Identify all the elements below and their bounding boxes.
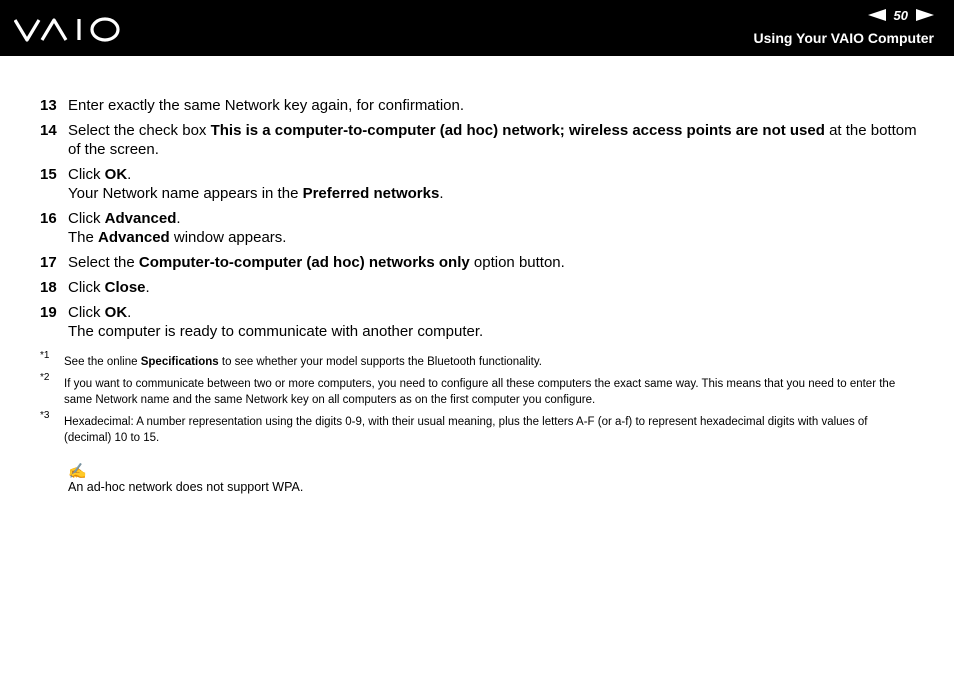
specifications-link[interactable]: Specifications	[140, 356, 219, 368]
close-button-label: Close	[104, 279, 146, 296]
option-button-label: Computer-to-computer (ad hoc) networks only	[138, 254, 470, 271]
section-title: Using Your VAIO Computer	[753, 30, 934, 46]
advanced-button-label: Advanced	[104, 210, 177, 227]
step-text: Select the check box	[68, 122, 211, 139]
step-text: Click	[68, 166, 105, 183]
step-result: window appears.	[169, 229, 287, 246]
left-arrow-icon[interactable]	[868, 9, 886, 21]
checkbox-label: This is a computer-to-computer (ad hoc) network; wireless access points are not used	[210, 122, 825, 139]
step-17	[40, 253, 920, 272]
page-number: 50	[893, 7, 908, 23]
step-14	[40, 121, 920, 159]
step-result: The computer is ready to communicate with another computer.	[68, 323, 484, 340]
vaio-logo	[14, 14, 122, 44]
step-number: 13	[40, 97, 57, 114]
steps-list	[40, 96, 920, 347]
footnotes	[40, 350, 916, 452]
page-header	[0, 0, 954, 56]
footnote-text: See the online	[64, 356, 141, 368]
step-15	[40, 165, 920, 203]
step-number: 18	[40, 279, 57, 296]
footnote-mark: *2	[40, 372, 50, 383]
step-number: 17	[40, 254, 57, 271]
step-text: option button.	[469, 254, 565, 271]
step-text: at the bottom of the screen.	[68, 122, 917, 158]
step-18	[40, 278, 920, 297]
step-text: Click	[68, 279, 105, 296]
step-result: Your Network name appears in the	[68, 185, 303, 202]
footnote-text: to see whether your model supports the Bluetooth functionality.	[218, 356, 542, 368]
step-result: The	[68, 229, 99, 246]
advanced-window-label: Advanced	[98, 229, 170, 246]
footnote-2	[40, 372, 916, 408]
footnote-text: If you want to communicate between two or more computers, you need to configure all these computers the exact same way. This means that you need to enter the same Network name and the same Network key on all computers as on the first computer you configure.	[64, 378, 896, 406]
ok-button-label: OK	[104, 304, 128, 321]
step-text: .	[127, 304, 132, 321]
step-number: 16	[40, 210, 57, 227]
step-number: 19	[40, 304, 57, 321]
note-block	[68, 464, 303, 495]
step-text: .	[127, 166, 132, 183]
step-text: Select the	[68, 254, 139, 271]
note-text: An ad-hoc network does not support WPA.	[68, 480, 304, 494]
step-text: Click	[68, 304, 105, 321]
footnote-text: Hexadecimal: A number representation using the digits 0-9, with their usual meaning, plus the letters A-F (or a-f) to represent hexadecimal digits with values of (decimal) 10 to 15.	[64, 416, 868, 444]
step-13	[40, 96, 920, 115]
step-16	[40, 209, 920, 247]
step-19	[40, 303, 920, 341]
footnote-1	[40, 350, 916, 370]
step-text: Click	[68, 210, 105, 227]
step-number: 15	[40, 166, 57, 183]
step-text: .	[145, 279, 150, 296]
preferred-networks-label: Preferred networks	[302, 185, 440, 202]
ok-button-label: OK	[104, 166, 128, 183]
step-number: 14	[40, 122, 57, 139]
footnote-mark: *1	[40, 350, 50, 361]
footnote-3	[40, 410, 916, 446]
page-navigation	[868, 7, 934, 23]
step-text: Enter exactly the same Network key again, for confirmation.	[68, 97, 465, 114]
step-result: .	[439, 185, 444, 202]
step-text: .	[176, 210, 181, 227]
footnote-mark: *3	[40, 410, 50, 421]
right-arrow-icon[interactable]	[916, 9, 934, 21]
pencil-note-icon: ✍	[68, 463, 87, 480]
